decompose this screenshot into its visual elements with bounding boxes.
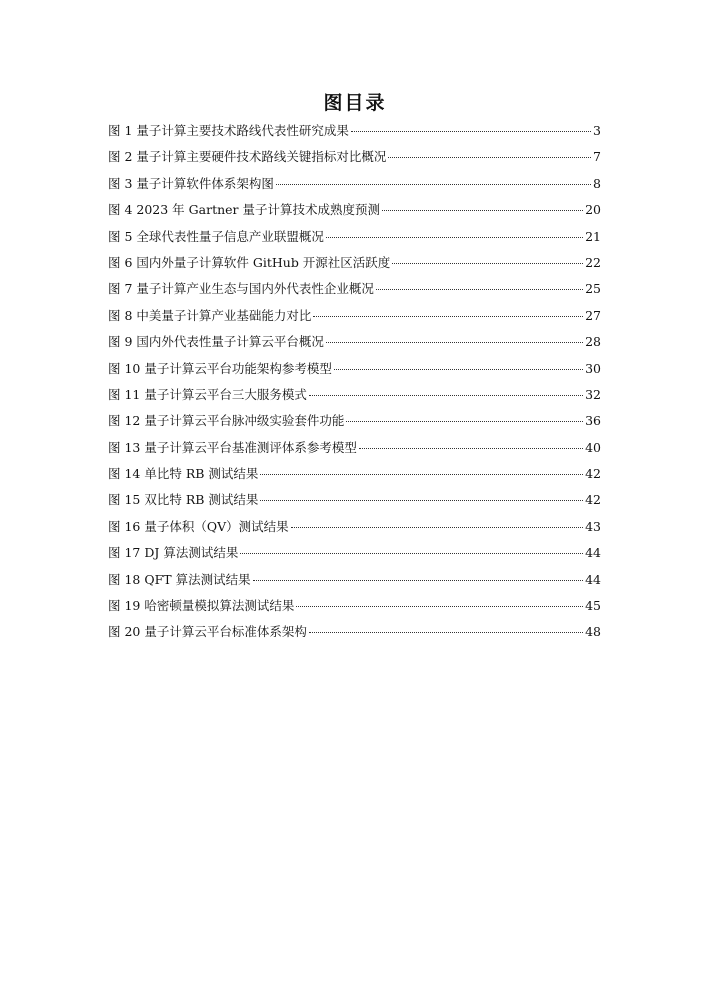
toc-entry-label: 图 11 量子计算云平台三大服务模式 [108,386,307,402]
toc-entry-page-number: 40 [585,439,601,455]
toc-entry[interactable] [108,461,601,487]
toc-entry[interactable] [108,382,601,408]
toc-entry-label: 图 7 量子计算产业生态与国内外代表性企业概况 [108,281,374,297]
dot-leader [260,500,583,501]
toc-entry-page-number: 20 [585,202,601,218]
dot-leader [334,369,583,370]
dot-leader [309,632,583,633]
toc-entry-label: 图 9 国内外代表性量子计算云平台概况 [108,334,324,350]
dot-leader [291,527,583,528]
toc-entry-page-number: 25 [585,281,601,297]
toc-entry-label: 图 10 量子计算云平台功能架构参考模型 [108,360,332,376]
toc-entry-page-number: 3 [593,123,601,138]
toc-entry[interactable] [108,619,601,645]
dot-leader [253,580,584,581]
toc-entry-label: 图 15 双比特 RB 测试结果 [108,492,259,508]
dot-leader [382,210,583,211]
toc-entry-page-number: 42 [585,492,601,508]
dot-leader [388,157,591,158]
toc-entry-label: 图 8 中美量子计算产业基础能力对比 [108,307,312,323]
dot-leader [276,184,591,185]
toc-entry-page-number: 30 [585,360,601,376]
toc-entry-label: 图 14 单比特 RB 测试结果 [108,466,259,482]
toc-entry[interactable] [108,435,601,461]
toc-entry[interactable] [108,356,601,382]
dot-leader [260,474,583,475]
toc-entry[interactable] [108,224,601,250]
toc-entry-label: 图 19 哈密顿量模拟算法测试结果 [108,598,295,614]
toc-entry[interactable] [108,197,601,223]
toc-entry-label: 图 2 量子计算主要硬件技术路线关键指标对比概况 [108,149,387,165]
dot-leader [392,263,583,264]
toc-entry[interactable] [108,118,601,144]
page-title: 图目录 [323,92,387,114]
toc-entry-page-number: 28 [585,334,601,350]
toc-entry-page-number: 44 [585,571,601,587]
toc-entry-label: 图 17 DJ 算法测试结果 [108,545,239,561]
dot-leader [313,316,583,317]
toc-entry[interactable] [108,303,601,329]
toc-entry[interactable] [108,171,601,197]
toc-entry-page-number: 45 [585,598,601,614]
dot-leader [351,131,591,132]
toc-entry[interactable] [108,487,601,513]
toc-entry[interactable] [108,329,601,355]
toc-entry-label: 图 18 QFT 算法测试结果 [108,571,251,587]
dot-leader [309,395,583,396]
toc-entry-page-number: 8 [593,175,601,191]
toc-entry[interactable] [108,408,601,434]
dot-leader [326,237,583,238]
dot-leader [296,606,583,607]
toc-entry-label: 图 16 量子体积（QV）测试结果 [108,518,289,534]
dot-leader [359,448,583,449]
dot-leader [376,289,583,290]
toc-entry-label: 图 5 全球代表性量子信息产业联盟概况 [108,228,324,244]
figure-list [108,118,601,646]
toc-entry-label: 图 4 2023 年 Gartner 量子计算技术成熟度预测 [108,202,380,218]
toc-entry-page-number: 42 [585,466,601,482]
toc-entry-label: 图 12 量子计算云平台脉冲级实验套件功能 [108,413,345,429]
toc-entry[interactable] [108,567,601,593]
toc-entry-label: 图 1 量子计算主要技术路线代表性研究成果 [108,123,349,138]
toc-entry-page-number: 27 [585,307,601,323]
toc-entry-page-number: 22 [585,254,601,270]
toc-entry-label: 图 13 量子计算云平台基准测评体系参考模型 [108,439,357,455]
toc-entry-page-number: 32 [585,386,601,402]
toc-entry[interactable] [108,540,601,566]
toc-entry[interactable] [108,144,601,170]
toc-entry[interactable] [108,250,601,276]
toc-entry-page-number: 7 [593,149,601,165]
toc-entry[interactable] [108,276,601,302]
toc-entry-label: 图 6 国内外量子计算软件 GitHub 开源社区活跃度 [108,254,391,270]
dot-leader [346,421,583,422]
dot-leader [326,342,583,343]
toc-entry-page-number: 21 [585,228,601,244]
toc-entry-page-number: 43 [585,518,601,534]
toc-entry[interactable] [108,514,601,540]
dot-leader [240,553,583,554]
toc-entry[interactable] [108,593,601,619]
toc-entry-label: 图 3 量子计算软件体系架构图 [108,175,274,191]
toc-entry-label: 图 20 量子计算云平台标准体系架构 [108,624,307,640]
toc-entry-page-number: 36 [585,413,601,429]
toc-entry-page-number: 44 [585,545,601,561]
toc-entry-page-number: 48 [585,624,601,640]
